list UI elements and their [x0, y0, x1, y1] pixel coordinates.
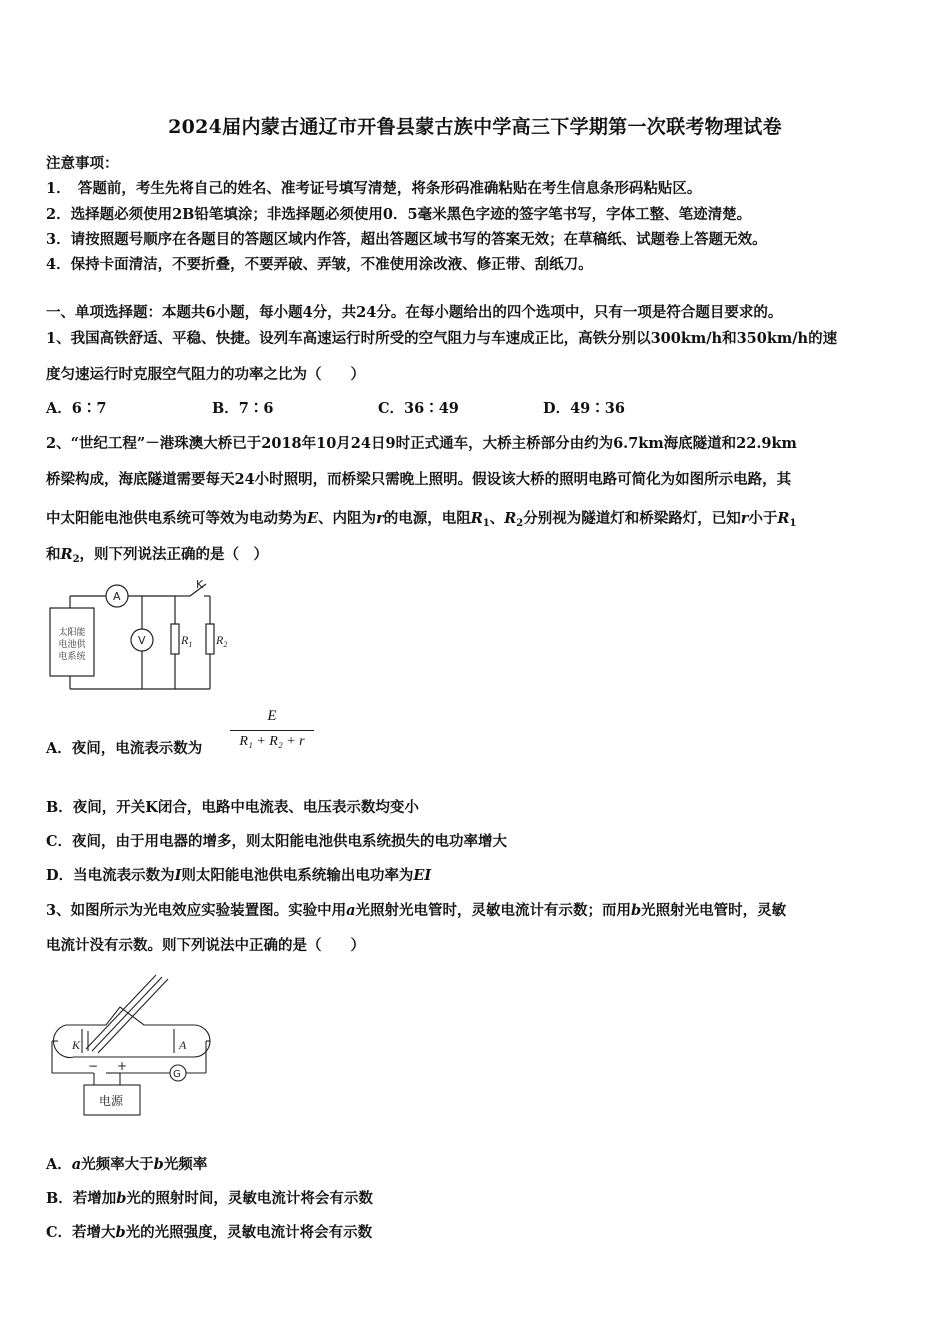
q1-stem-line-2: 度匀速运行时克服空气阻力的功率之比为（ ） [46, 366, 365, 383]
fraction-numerator: E [267, 708, 277, 724]
anode-label: A [179, 1038, 187, 1052]
notice-heading: 注意事项： [46, 155, 119, 172]
page-title: 2024届内蒙古通辽市开鲁县蒙古族中学高三下学期第一次联考物理试卷 [168, 116, 782, 138]
source-label-2: 电池供 [58, 640, 86, 650]
power-label: 电源 [99, 1094, 124, 1108]
notice-item-1: 1． 答题前，考生先将自己的姓名、准考证号填写清楚，将条形码准确粘贴在考生信息条形码粘贴区。 [46, 180, 702, 197]
notice-item-4: 4．保持卡面清洁，不要折叠，不要弄破、弄皱，不准使用涂改液、修正带、刮纸刀。 [46, 256, 593, 273]
r2-label: $R_2$ [216, 633, 228, 649]
voltmeter-label: V [138, 634, 146, 647]
q2-circuit-diagram [44, 574, 228, 696]
q2-stem-line-1: 2、“世纪工程”－港珠澳大桥已于2018年10月24日9时正式通车，大桥主桥部分由约为6.7km海底隧道和22.9km [46, 435, 797, 452]
q3-stem-line-1: 3、如图所示为光电效应实验装置图。实验中用a光照射光电管时，灵敏电流计有示数；而用b光照射光电管时，灵敏 [46, 902, 787, 919]
switch-label: K [196, 578, 204, 591]
r1-label: $R_1$ [181, 633, 193, 649]
cathode-label: K [72, 1038, 81, 1052]
ammeter-label: A [113, 590, 121, 603]
notice-item-2: 2．选择题必须使用2B铅笔填涂；非选择题必须使用0．5毫米黑色字迹的签字笔书写，字体工整、笔迹清楚。 [46, 206, 752, 223]
q3-photoelectric-diagram [44, 967, 224, 1123]
source-label-3: 电系统 [58, 652, 86, 662]
galvanometer-label: G [173, 1069, 181, 1080]
q2-option-c: C．夜间，由于用电器的增多，则太阳能电池供电系统损失的电功率增大 [46, 833, 508, 850]
q2-stem-line-2: 桥梁构成，海底隧道需要每天24小时照明，而桥梁只需晚上照明。假设该大桥的照明电路可简化为如图所示电路，其 [46, 471, 792, 488]
q2-stem-line-3: 中太阳能电池供电系统可等效为电动势为E、内阻为r的电源，电阻$R_1$、$R_2$分别视为隧道灯和桥梁路灯，已知r小于$R_1$ [46, 510, 797, 529]
notice-item-3: 3．请按照题号顺序在各题目的答题区域内作答，超出答题区域书写的答案无效；在草稿纸、试题卷上答题无效。 [46, 231, 767, 248]
q2-option-a: A．夜间，电流表示数为 [46, 740, 203, 757]
q1-option-a: A．6∶7 [46, 400, 107, 417]
fraction-bar [230, 730, 314, 731]
q1-option-d: D．49∶36 [543, 400, 625, 417]
q1-option-c: C．36∶49 [378, 400, 459, 417]
q3-option-a: A．a光频率大于b光频率 [46, 1156, 208, 1173]
q3-option-c: C．若增大b光的光照强度，灵敏电流计将会有示数 [46, 1224, 373, 1241]
fraction-denominator: R₁ + R₂ + r [239, 734, 305, 749]
minus-label: − [88, 1059, 99, 1073]
q1-option-b: B．7∶6 [212, 400, 274, 417]
q2-option-b: B．夜间，开关K闭合，电路中电流表、电压表示数均变小 [46, 799, 419, 816]
q3-stem-line-2: 电流计没有示数。则下列说法中正确的是（ ） [46, 937, 365, 954]
q2-option-d: D．当电流表示数为I则太阳能电池供电系统输出电功率为EI [46, 867, 432, 884]
section-heading: 一、单项选择题：本题共6小题，每小题4分，共24分。在每小题给出的四个选项中，只有一项是符合题目要求的。 [46, 304, 783, 321]
q3-option-b: B．若增加b光的照射时间，灵敏电流计将会有示数 [46, 1190, 373, 1207]
q2-option-a-fraction [230, 708, 314, 750]
plus-label: + [117, 1059, 128, 1073]
q2-stem-line-4: 和$R_2$，则下列说法正确的是（ ） [46, 546, 269, 565]
q1-stem-line-1: 1、我国高铁舒适、平稳、快捷。设列车高速运行时所受的空气阻力与车速成正比，高铁分别以300km/h和350km/h的速 [46, 330, 838, 347]
source-label-1: 太阳能 [58, 628, 86, 638]
